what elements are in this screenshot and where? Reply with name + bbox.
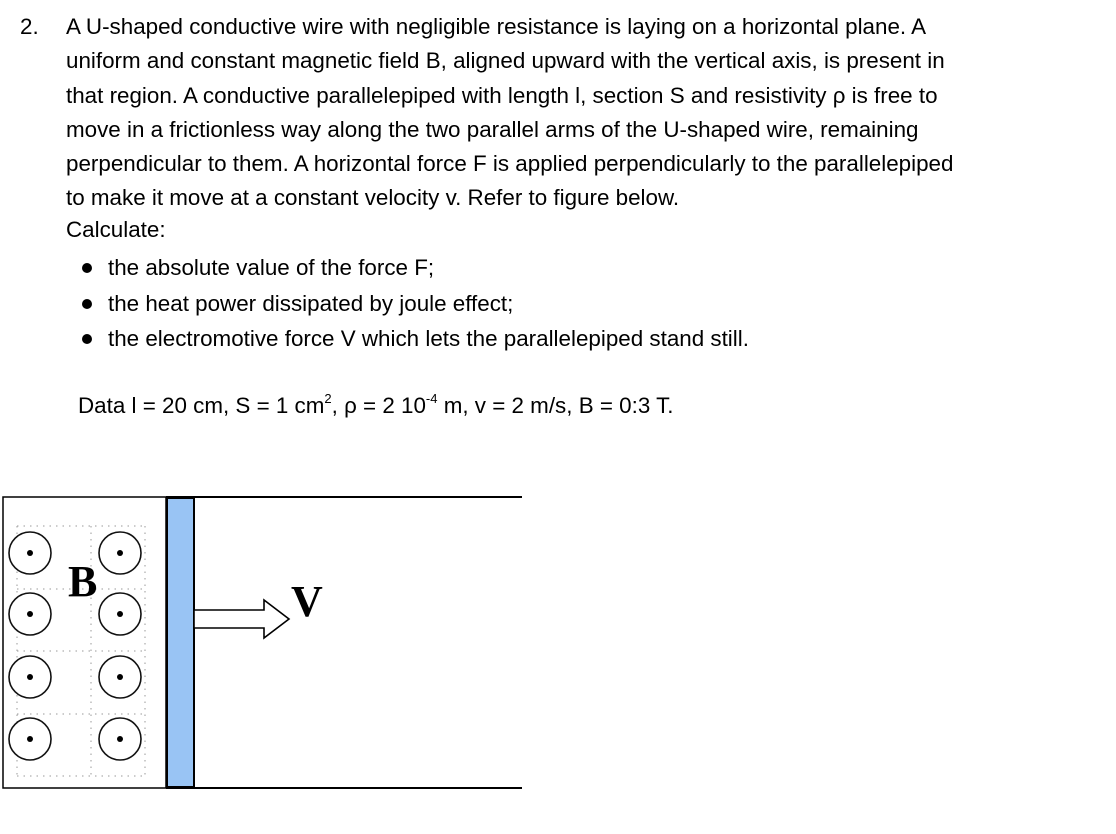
calculate-label: Calculate: — [66, 217, 166, 242]
statement-line: that region. A conductive parallelepiped with length l, section S and resistivity ρ is free to — [66, 82, 938, 108]
statement-text — [66, 10, 1106, 216]
data-part: Data l = 20 cm, S = 1 cm — [78, 393, 325, 418]
circuit-figure — [0, 486, 540, 806]
task-text: the electromotive force V which lets the parallelepiped stand still. — [108, 326, 749, 351]
field-dot-icon — [99, 718, 141, 760]
problem-statement — [20, 10, 1110, 216]
data-part: , ρ = 2 10 — [331, 393, 426, 418]
data-values — [78, 389, 674, 423]
task-list — [78, 250, 749, 357]
field-label: B — [68, 557, 98, 606]
task-text: the heat power dissipated by joule effect; — [108, 290, 514, 316]
bullet-icon — [82, 299, 92, 309]
field-dot-icon — [99, 532, 141, 574]
statement-line: perpendicular to them. A horizontal force F is applied perpendicularly to the parallelepiped — [66, 151, 954, 177]
statement-line: to make it move at a constant velocity v. Refer to figure below. — [66, 185, 680, 211]
statement-line: uniform and constant magnetic field B, aligned upward with the vertical axis, is present in — [66, 48, 945, 74]
velocity-arrow-icon — [194, 600, 289, 638]
data-part: m, v = 2 m/s, B = 0:3 T. — [437, 393, 674, 418]
task-text: the absolute value of the force F; — [108, 255, 435, 280]
problem-number: 2. — [20, 14, 39, 39]
task-item — [78, 321, 749, 357]
velocity-label: V — [291, 577, 323, 626]
statement-line: A U-shaped conductive wire with negligible resistance is laying on a horizontal plane. A — [66, 14, 927, 39]
task-item — [78, 250, 749, 286]
field-dot-icon — [9, 593, 51, 635]
bullet-icon — [82, 263, 92, 273]
field-dot-icon — [9, 718, 51, 760]
task-item — [78, 286, 749, 322]
problem-2 — [20, 10, 1110, 216]
statement-line: move in a frictionless way along the two parallel arms of the U-shaped wire, remaining — [66, 116, 919, 142]
field-dot-icon — [99, 593, 141, 635]
data-superscript: 2 — [324, 391, 332, 406]
field-dot-icon — [9, 656, 51, 698]
bullet-icon — [82, 334, 92, 344]
field-dot-icon — [99, 656, 141, 698]
data-superscript: -4 — [425, 391, 438, 406]
moving-rod — [167, 498, 194, 787]
field-dot-icon — [9, 532, 51, 574]
